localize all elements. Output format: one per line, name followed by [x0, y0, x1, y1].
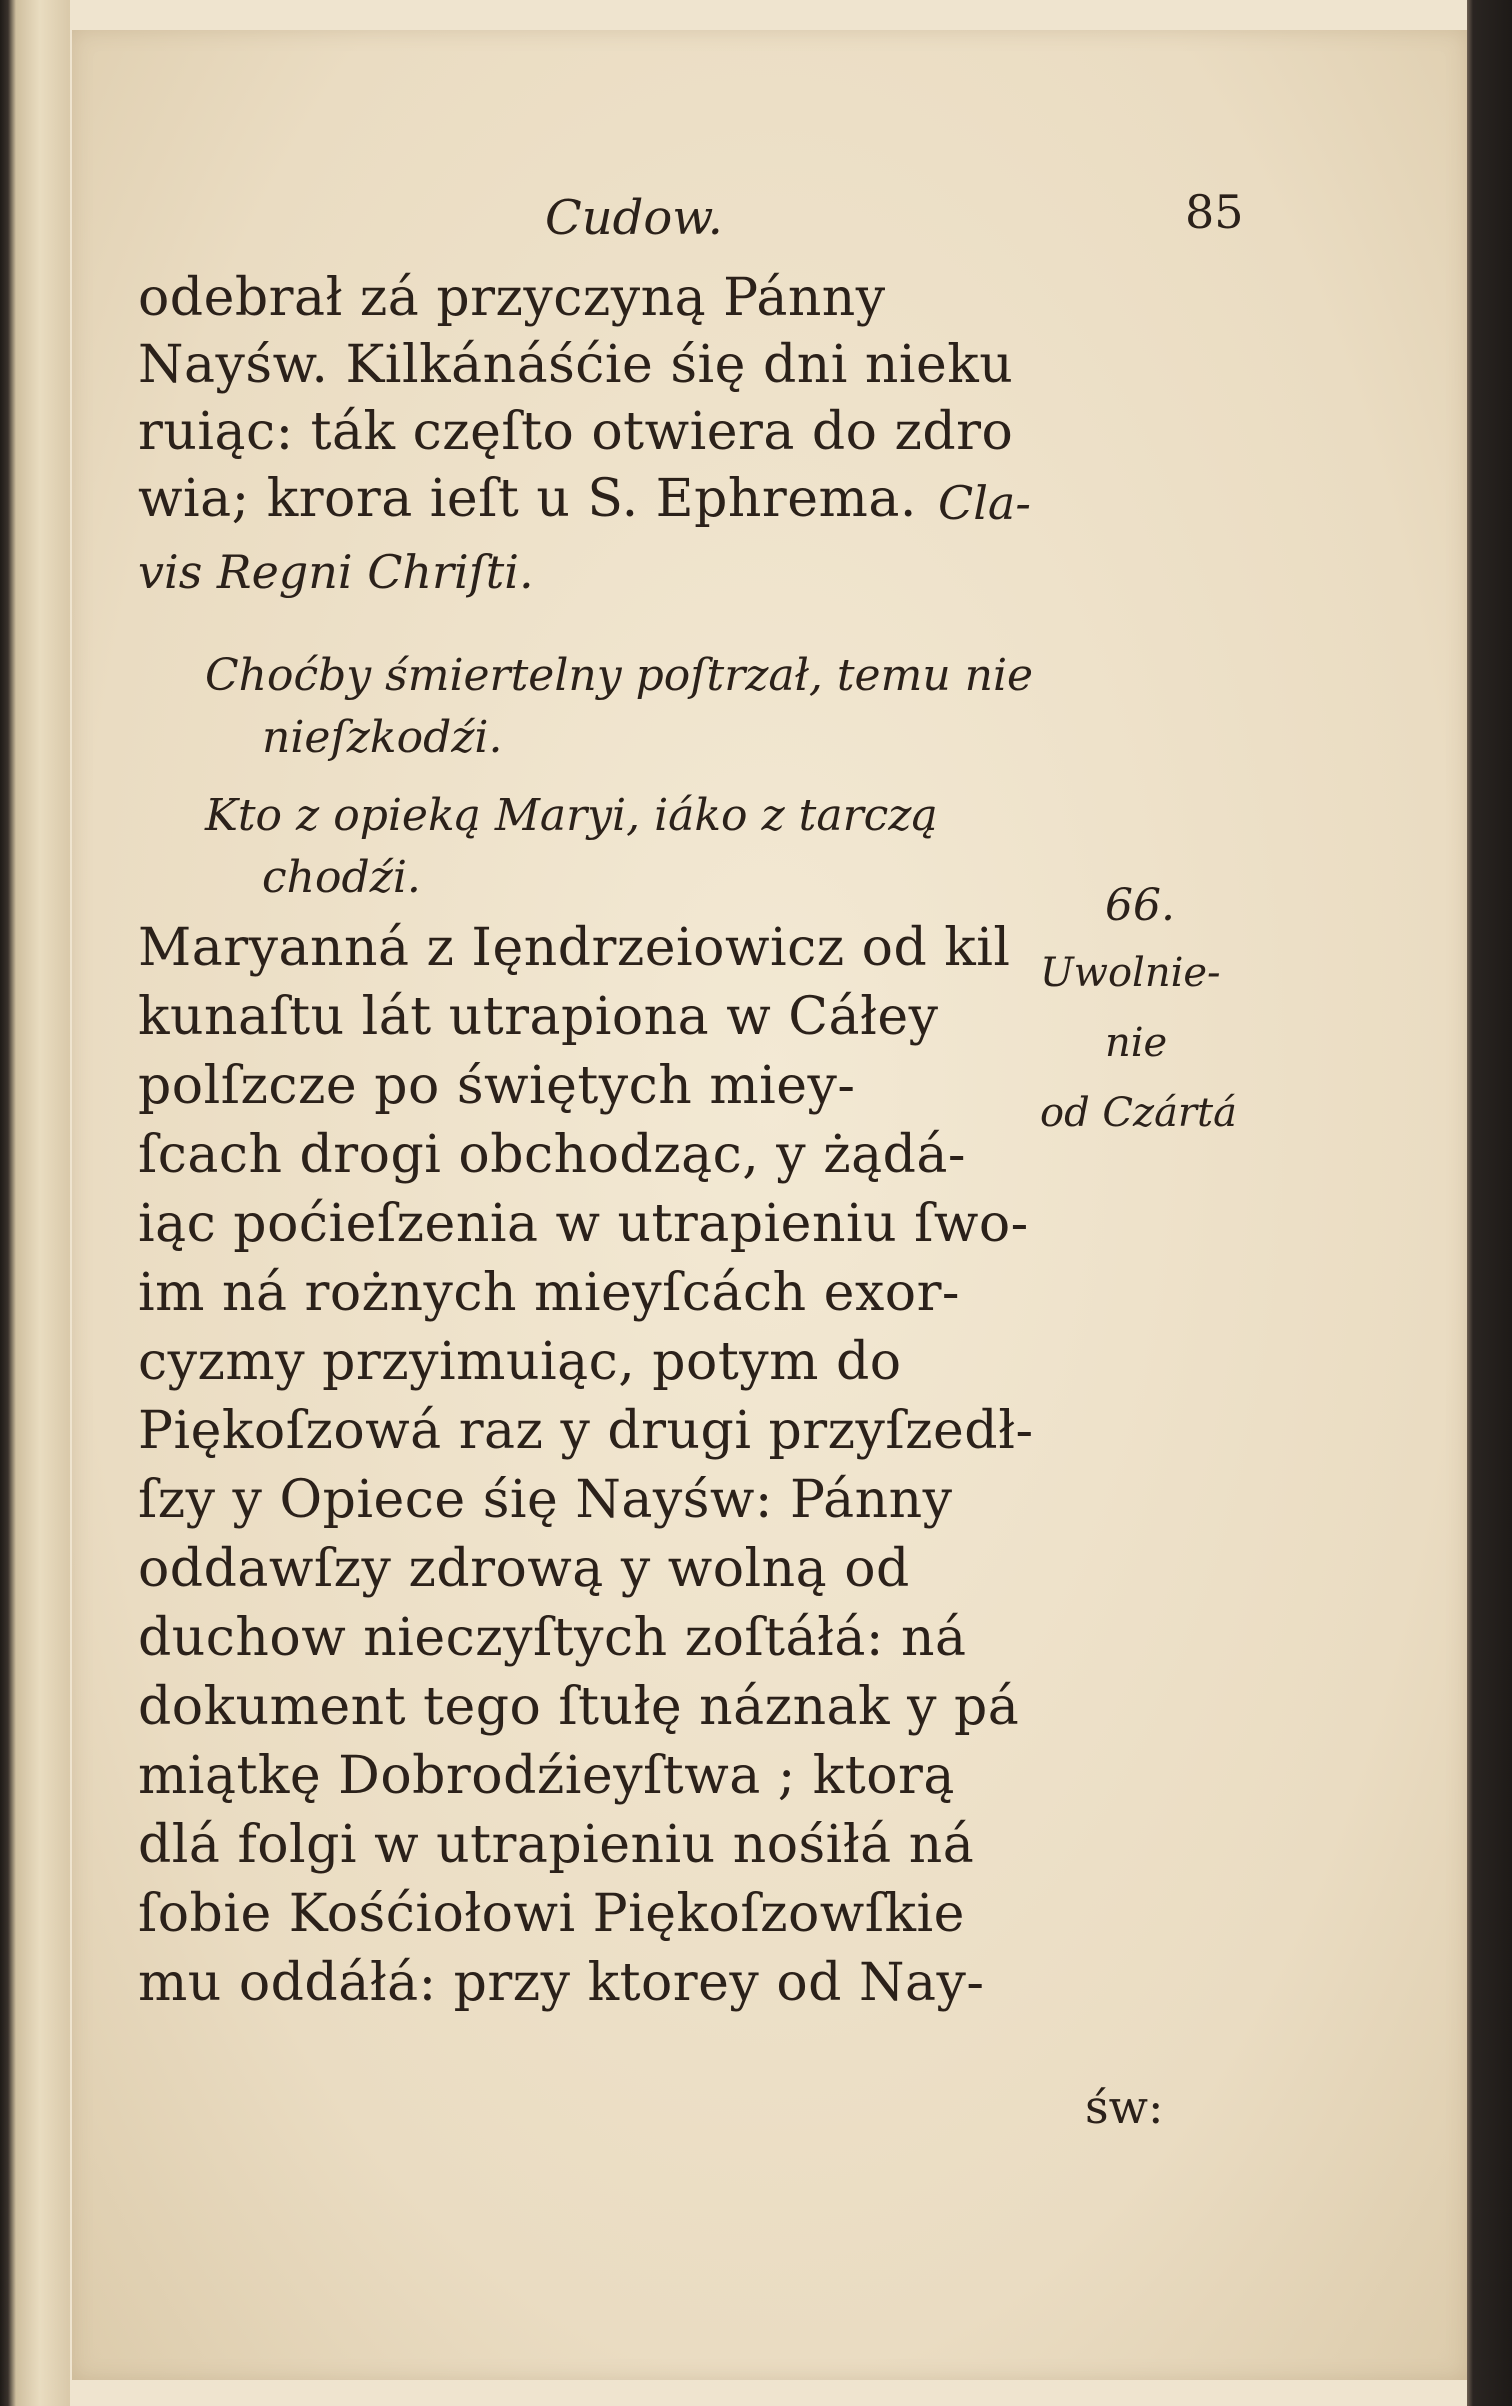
text-line: Maryanná z Ięndrzeiowicz od kil: [138, 918, 1011, 978]
text-line: wia; krora ieſt u S. Ephrema.: [138, 469, 917, 529]
text-line: ruiąc: ták częſto otwiera do zdro: [138, 402, 1014, 462]
verse-line: Kto z opieką Maryi, iáko z tarczą: [205, 790, 938, 841]
page-right-edge: [1467, 0, 1512, 2406]
previous-page-edge: [0, 0, 70, 2406]
marginal-number: 66.: [1105, 880, 1175, 931]
text-line: duchow nieczyſtych zoſtáłá: ná: [138, 1608, 967, 1668]
text-line: polſzcze po świętych miey-: [138, 1056, 856, 1116]
running-title: Cudow.: [545, 190, 723, 246]
text-line: vis Regni Chriſti.: [138, 545, 534, 599]
text-line: im ná rożnych mieyſcách exor-: [138, 1263, 960, 1323]
page-number: 85: [1185, 185, 1244, 239]
text-line: Nayśw. Kilkánáśćie śię dni nieku: [138, 335, 1014, 395]
text-line: odebrał zá przyczyną Pánny: [138, 268, 886, 328]
text-line-tail: Cla-: [938, 476, 1031, 530]
text-line: ſobie Kośćiołowi Piękoſzowſkie: [138, 1884, 965, 1944]
verse-line: chodźi.: [262, 852, 421, 903]
text-line: cyzmy przyimuiąc, potym do: [138, 1332, 902, 1392]
text-line: oddawſzy zdrową y wolną od: [138, 1539, 910, 1599]
verse-line: Choćby śmiertelny poſtrzał, temu nie: [205, 650, 1034, 701]
marginal-line: nie: [1105, 1020, 1168, 1066]
text-line: iąc poćieſzenia w utrapieniu ſwo-: [138, 1194, 1029, 1254]
text-line: miątkę Dobrodźieyſtwa ; ktorą: [138, 1746, 955, 1806]
text-line: ſcach drogi obchodząc, y żądá-: [138, 1125, 966, 1185]
text-line: kunaſtu lát utrapiona w Cáłey: [138, 987, 939, 1047]
text-line: mu oddáłá: przy ktorey od Nay-: [138, 1953, 985, 2013]
marginal-line: od Czártá: [1040, 1090, 1237, 1136]
text-line: dokument tego ſtułę náznak y pá: [138, 1677, 1020, 1737]
text-line: dlá folgi w utrapieniu nośiłá ná: [138, 1815, 975, 1875]
verse-line: nieſzkodźi.: [262, 712, 503, 763]
catchword: św:: [1085, 2080, 1164, 2134]
text-line: ſzy y Opiece śię Nayśw: Pánny: [138, 1470, 953, 1530]
marginal-line: Uwolnie-: [1040, 950, 1221, 996]
text-line: Piękoſzowá raz y drugi przyſzedł-: [138, 1401, 1034, 1461]
